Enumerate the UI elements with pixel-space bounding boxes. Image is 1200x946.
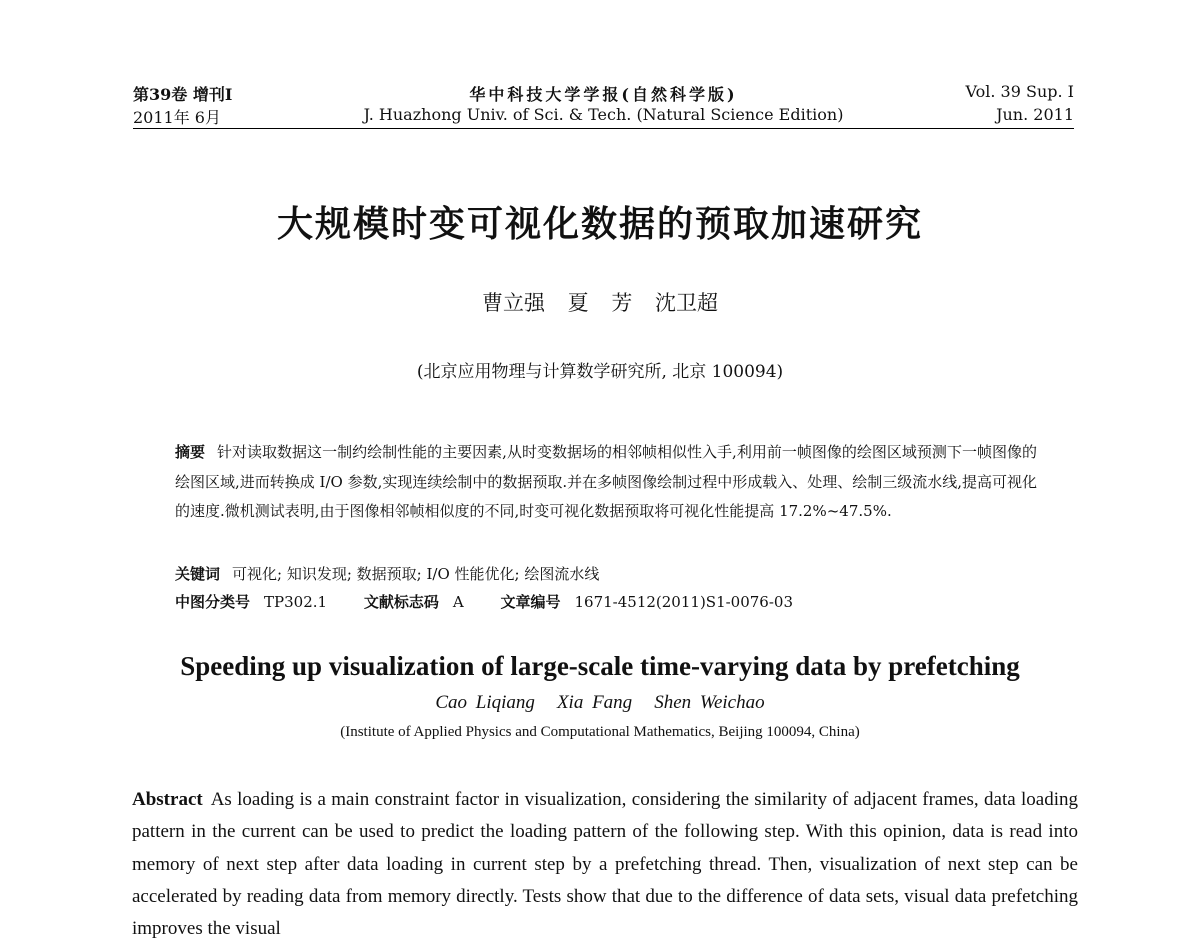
article-no-label: 文章编号 [500, 593, 561, 611]
volume-issue: 第39卷 增刊Ⅰ [133, 85, 233, 104]
header-rule [133, 128, 1074, 129]
journal-name-cn: 华中科技大学学报(自然科学版) [469, 85, 738, 104]
header-row-2 [133, 105, 1074, 127]
header-row-1 [133, 82, 1074, 104]
journal-name-en: J. Huazhong Univ. of Sci. & Tech. (Natural Science Edition) [363, 105, 844, 124]
abstract-en-label: Abstract [132, 789, 203, 810]
keywords-cn-label: 关键词 [175, 565, 221, 583]
keywords-cn-text: 可视化; 知识发现; 数据预取; I/O 性能优化; 绘图流水线 [232, 565, 600, 583]
publication-date: 2011年 6月 [133, 108, 221, 127]
doc-code-label: 文献标志码 [363, 593, 439, 611]
affiliation-en: (Institute of Applied Physics and Computational Mathematics, Beijing 100094, China) [340, 724, 860, 740]
journal-header [133, 80, 1074, 128]
article-no-value: 1671-4512(2011)S1-0076-03 [574, 593, 794, 611]
authors-cn: 曹立强 夏 芳 沈卫超 [481, 291, 719, 315]
abstract-cn-label: 摘要 [175, 443, 206, 461]
affiliation-cn: (北京应用物理与计算数学研究所, 北京 100094) [416, 362, 784, 382]
clc-value: TP302.1 [264, 593, 328, 611]
author-en-3: Shen Weichao [654, 692, 765, 713]
paper-title-cn: 大规模时变可视化数据的预取加速研究 [276, 204, 923, 245]
doc-code-value: A [452, 593, 464, 611]
publication-date-en: Jun. 2011 [996, 105, 1074, 124]
abstract-cn [175, 438, 1037, 527]
keywords-cn [175, 563, 599, 584]
paper-title-en: Speeding up visualization of large-scale time-varying data by prefetching [180, 651, 1020, 681]
abstract-cn-text: 针对读取数据这一制约绘制性能的主要因素,从时变数据场的相邻帧相似性入手,利用前一帧图像的绘图区域预测下一帧图像的绘图区域,进而转换成 I/O 参数,实现连续绘制中的数据预取.并在多帧图像绘制过程中形成载入、处理、绘制三级流水线,提高可视化的速度.微机测试表明,由于图像相邻帧相似度的不同,时变可视化数据预取将可视化性能提高 17.2%~47.5%. [175, 443, 1037, 520]
author-en-2: Xia Fang [556, 692, 633, 713]
authors-en [0, 692, 1200, 714]
abstract-en-text: As loading is a main constraint factor in visualization, considering the similarity of adjacent frames, data loading pattern in the current can be used to predict the loading pattern of the following step. With this opinion, data is read into memory of next step after data loading in current step by a prefetching thread. Then, visualization of next step can be accelerated by reading data from memory directly. Tests show that due to the difference of data sets, visual data prefetching improves the visual [132, 789, 1078, 940]
volume-issue-en: Vol. 39 Sup. Ⅰ [965, 82, 1074, 101]
classification-line [175, 591, 793, 612]
abstract-en [132, 784, 1078, 945]
author-en-1: Cao Liqiang [435, 692, 535, 713]
clc-label: 中图分类号 [175, 593, 251, 611]
